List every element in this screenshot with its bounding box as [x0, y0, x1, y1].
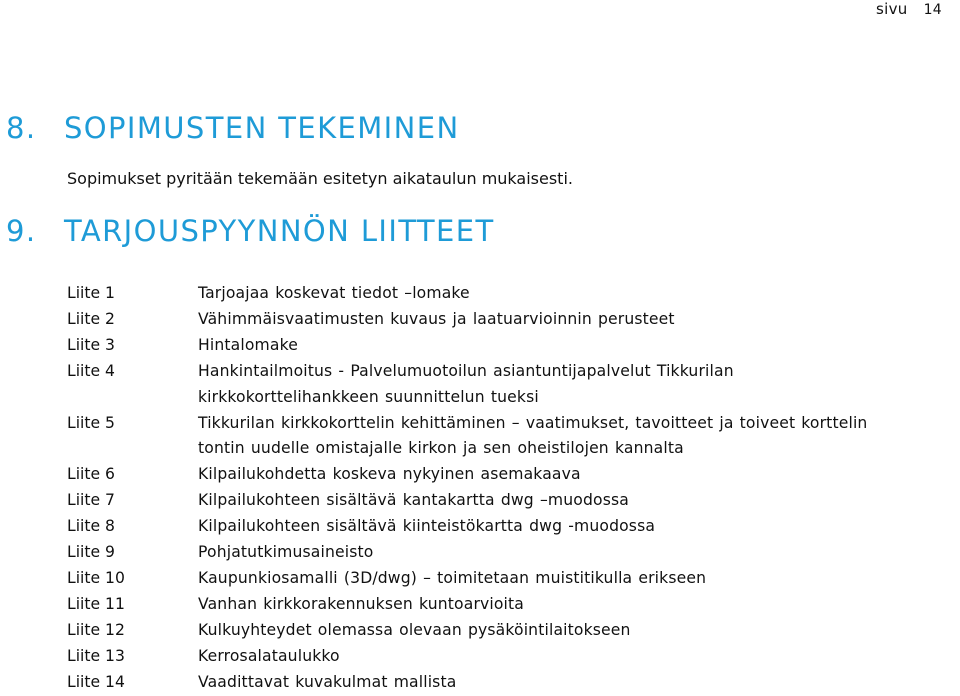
- attachment-description-line: Kilpailukohteen sisältävä kantakartta dwg –muodossa: [198, 491, 629, 510]
- attachment-row: [67, 618, 957, 644]
- attachment-description: [198, 592, 957, 618]
- section-9-heading: [6, 214, 495, 248]
- attachment-description-line: Tikkurilan kirkkokorttelin kehittäminen – vaatimukset, tavoitteet ja toiveet korttelin: [198, 413, 868, 432]
- attachment-description-line: Kulkuyhteydet olemassa olevaan pysäköintilaitokseen: [198, 620, 631, 639]
- attachment-description: [198, 281, 957, 307]
- attachment-description-line: Vanhan kirkkorakennuksen kuntoarvioita: [198, 594, 525, 613]
- attachment-row: [67, 566, 957, 592]
- attachment-description-line: Vähimmäisvaatimusten kuvaus ja laatuarvioinnin perusteet: [198, 309, 675, 328]
- attachment-label: Liite 14: [67, 672, 125, 691]
- attachment-description: [198, 566, 957, 592]
- attachment-row: [67, 644, 957, 670]
- attachment-row: [67, 333, 957, 359]
- attachment-description: [198, 411, 957, 463]
- attachment-row: [67, 540, 957, 566]
- section-9-title: TARJOUSPYYNNÖN LIITTEET: [64, 214, 495, 248]
- attachment-description: [198, 618, 957, 644]
- attachment-description-line: kirkkokorttelihankkeen suunnittelun tueksi: [198, 387, 539, 406]
- attachment-row: [67, 592, 957, 618]
- attachment-row: [67, 281, 957, 307]
- attachment-row: [67, 411, 957, 463]
- attachment-label: Liite 4: [67, 361, 115, 380]
- section-8-text: Sopimukset pyritään tekemään esitetyn aikataulun mukaisesti.: [67, 169, 573, 188]
- attachment-label: Liite 12: [67, 620, 125, 639]
- attachment-description: [198, 644, 957, 670]
- section-9-number: 9.: [6, 214, 37, 248]
- attachment-label: Liite 10: [67, 568, 125, 587]
- attachment-description-line: Kilpailukohdetta koskeva nykyinen asemakaava: [198, 465, 581, 484]
- attachment-label: Liite 9: [67, 543, 115, 562]
- page-number: 14: [923, 2, 942, 18]
- attachment-description-line: Vaadittavat kuvakulmat mallista: [198, 672, 457, 691]
- page-word: sivu: [876, 0, 908, 18]
- attachment-row: [67, 307, 957, 333]
- attachment-label: Liite 7: [67, 491, 115, 510]
- attachment-description: [198, 307, 957, 333]
- attachment-label: Liite 6: [67, 465, 115, 484]
- attachment-row: [67, 359, 957, 411]
- attachment-label: Liite 11: [67, 594, 125, 613]
- attachment-description-line: Hintalomake: [198, 335, 298, 354]
- section-8-number: 8.: [6, 111, 37, 145]
- attachment-row: [67, 488, 957, 514]
- section-8-title: SOPIMUSTEN TEKEMINEN: [64, 111, 460, 145]
- attachment-description: [198, 333, 957, 359]
- attachment-label: Liite 3: [67, 335, 115, 354]
- attachment-description: [198, 462, 957, 488]
- attachment-description-line: Kaupunkiosamalli (3D/dwg) – toimitetaan muistitikulla erikseen: [198, 568, 707, 587]
- attachment-label: Liite 5: [67, 413, 115, 432]
- attachment-description: [198, 670, 957, 696]
- section-8-heading: [6, 111, 460, 145]
- attachment-description: [198, 488, 957, 514]
- attachment-description-line: Kilpailukohteen sisältävä kiinteistökartta dwg -muodossa: [198, 517, 656, 536]
- attachment-description: [198, 359, 957, 411]
- page-number-header: [876, 0, 942, 18]
- attachment-description: [198, 540, 957, 566]
- attachment-description-line: tontin uudelle omistajalle kirkon ja sen oheistilojen kannalta: [198, 439, 684, 458]
- attachment-label: Liite 1: [67, 284, 115, 302]
- attachment-list: [67, 281, 957, 696]
- attachment-description-line: Kerrosalataulukko: [198, 646, 340, 665]
- attachment-description: [198, 514, 957, 540]
- attachment-row: [67, 670, 957, 696]
- attachment-row: [67, 462, 957, 488]
- attachment-description-line: Hankintailmoitus - Palvelumuotoilun asiantuntijapalvelut Tikkurilan: [198, 361, 734, 380]
- attachment-description-line: Tarjoajaa koskevat tiedot –lomake: [198, 284, 470, 302]
- attachment-label: Liite 8: [67, 517, 115, 536]
- attachment-label: Liite 2: [67, 309, 115, 328]
- attachment-description-line: Pohjatutkimusaineisto: [198, 543, 374, 562]
- attachment-label: Liite 13: [67, 646, 125, 665]
- attachment-row: [67, 514, 957, 540]
